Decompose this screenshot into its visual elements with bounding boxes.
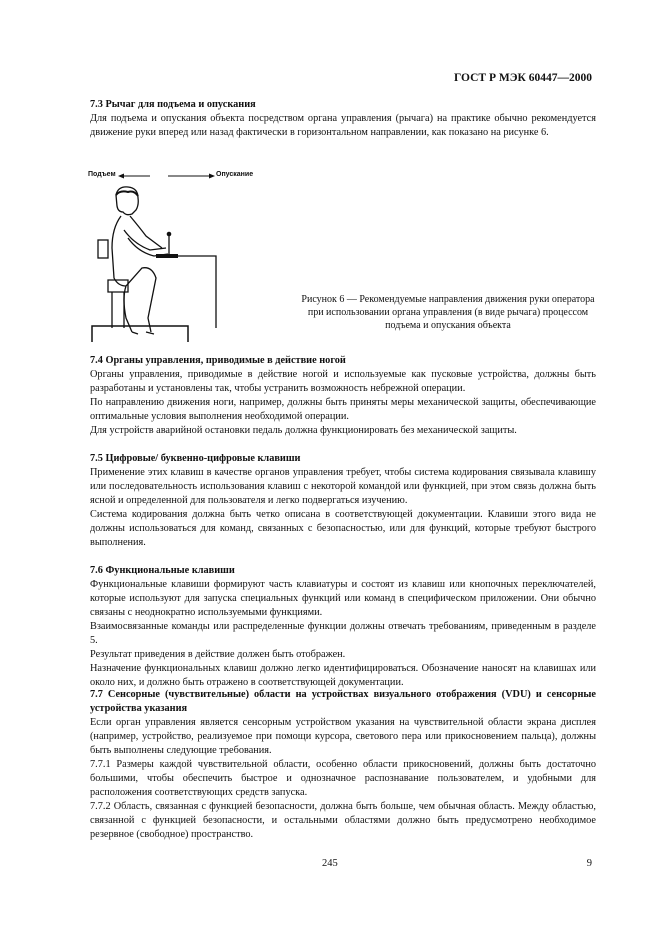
section-7-3 [90,98,596,140]
section-title: 7.4 Органы управления, приводимые в действие ногой [90,355,346,366]
section-title: 7.7 Сенсорные (чувствительные) области на устройствах визуального отображения (VDU) и сенсорные устройства указания [90,689,596,714]
paragraph: Применение этих клавиш в качестве органов управления требует, чтобы система кодирования связывала клавишу или последовательность использования клавиш с некоторой командой или функцией, при этом связь должна быть ясной и определенной для пользователя и легко подвергаться изучению. [90,467,596,506]
operator-back [112,216,126,286]
paragraph: 7.7.2 Область, связанная с функцией безопасности, должна быть больше, чем обычная область. Между областью, связанной с функцией безопасности, и остальными областями должно быть предусмотрено необходимое резервное (свободное) пространство. [90,801,596,840]
arrow-left-head [118,174,124,179]
floor [92,326,188,342]
section-7-4 [90,354,596,438]
paragraph: Взаимосвязанные команды или распределенные функции должны отвечать требованиям, приведенным в разделе 5. [90,621,596,646]
paragraph: Результат приведения в действие должен быть отображен. [90,649,346,660]
paragraph: Для устройств аварийной остановки педаль должна функционировать без механической защиты. [90,425,517,436]
paragraph: Для подъема и опускания объекта посредством органа управления (рычага) на практике обычно рекомендуется движение руки вперед или назад фактически в горизонтальном направлении, как показано на рисунке 6. [90,113,596,138]
section-title: 7.3 Рычаг для подъема и опускания [90,99,256,110]
section-7-5 [90,452,596,550]
label-down: Опускание [216,171,254,178]
section-7-7 [90,688,596,842]
arrow-right-head [209,174,215,179]
paragraph: Система кодирования должна быть четко описана в соответствующей документации. Клавиши этого вида не должны использоваться для команд, связанных с безопасностью, или для функций, которые требуют быстрого выполнения. [90,509,596,548]
page-number: 9 [586,858,592,869]
center-page-number: 245 [322,858,338,869]
operator-legs [126,268,156,332]
section-title: 7.5 Цифровые/ буквенно-цифровые клавиши [90,453,301,464]
belt-device [98,240,108,258]
paragraph: Функциональные клавиши формируют часть клавиатуры и состоят из клавиш или кнопочных переключателей, которые используют для запуска специальных функций или команд в специфическом приложении. Они обычно связаны с неоднократно используемыми функциями. [90,579,596,618]
document-header: ГОСТ Р МЭК 60447—2000 [454,72,592,84]
paragraph: Органы управления, приводимые в действие ногой и используемые как пусковые устройства, должны быть разработаны и установлены так, чтобы устранить возможность небрежной операции. [90,369,596,394]
paragraph: По направлению движения ноги, например, должны быть приняты меры механической защиты, обеспечивающие оптимальные условия выполнения необходимой операции. [90,397,596,422]
section-7-6 [90,564,596,690]
operator-illustration [88,168,278,343]
figure-caption: Рисунок 6 — Рекомендуемые направления движения руки оператора при использовании органа управления (в виде рычага) процессом подъема и опускания объекта [301,294,595,331]
paragraph: Если орган управления является сенсорным устройством указания на чувствительной области экрана дисплея (например, устройство, реализуемое при помощи курсора, светового пера или прикосновением пальца), должны быть выполнены следующие требования. [90,717,596,756]
paragraph: 7.7.1 Размеры каждой чувствительной области, особенно области прикосновений, должны быть достаточно большими, чтобы обеспечить быстрое и однозначное распознавание пользователем, и удобными для расположения соответствующих средств запуска. [90,759,596,798]
section-title: 7.6 Функциональные клавиши [90,565,235,576]
label-up: Подъем [88,171,116,178]
paragraph: Назначение функциональных клавиш должно легко идентифицироваться. Обозначение наносят на клавишах или около них, и должно быть отражено в соответствующей документации. [90,663,596,688]
figure-6 [88,168,278,343]
operator-front [130,216,162,248]
desk [160,256,216,328]
